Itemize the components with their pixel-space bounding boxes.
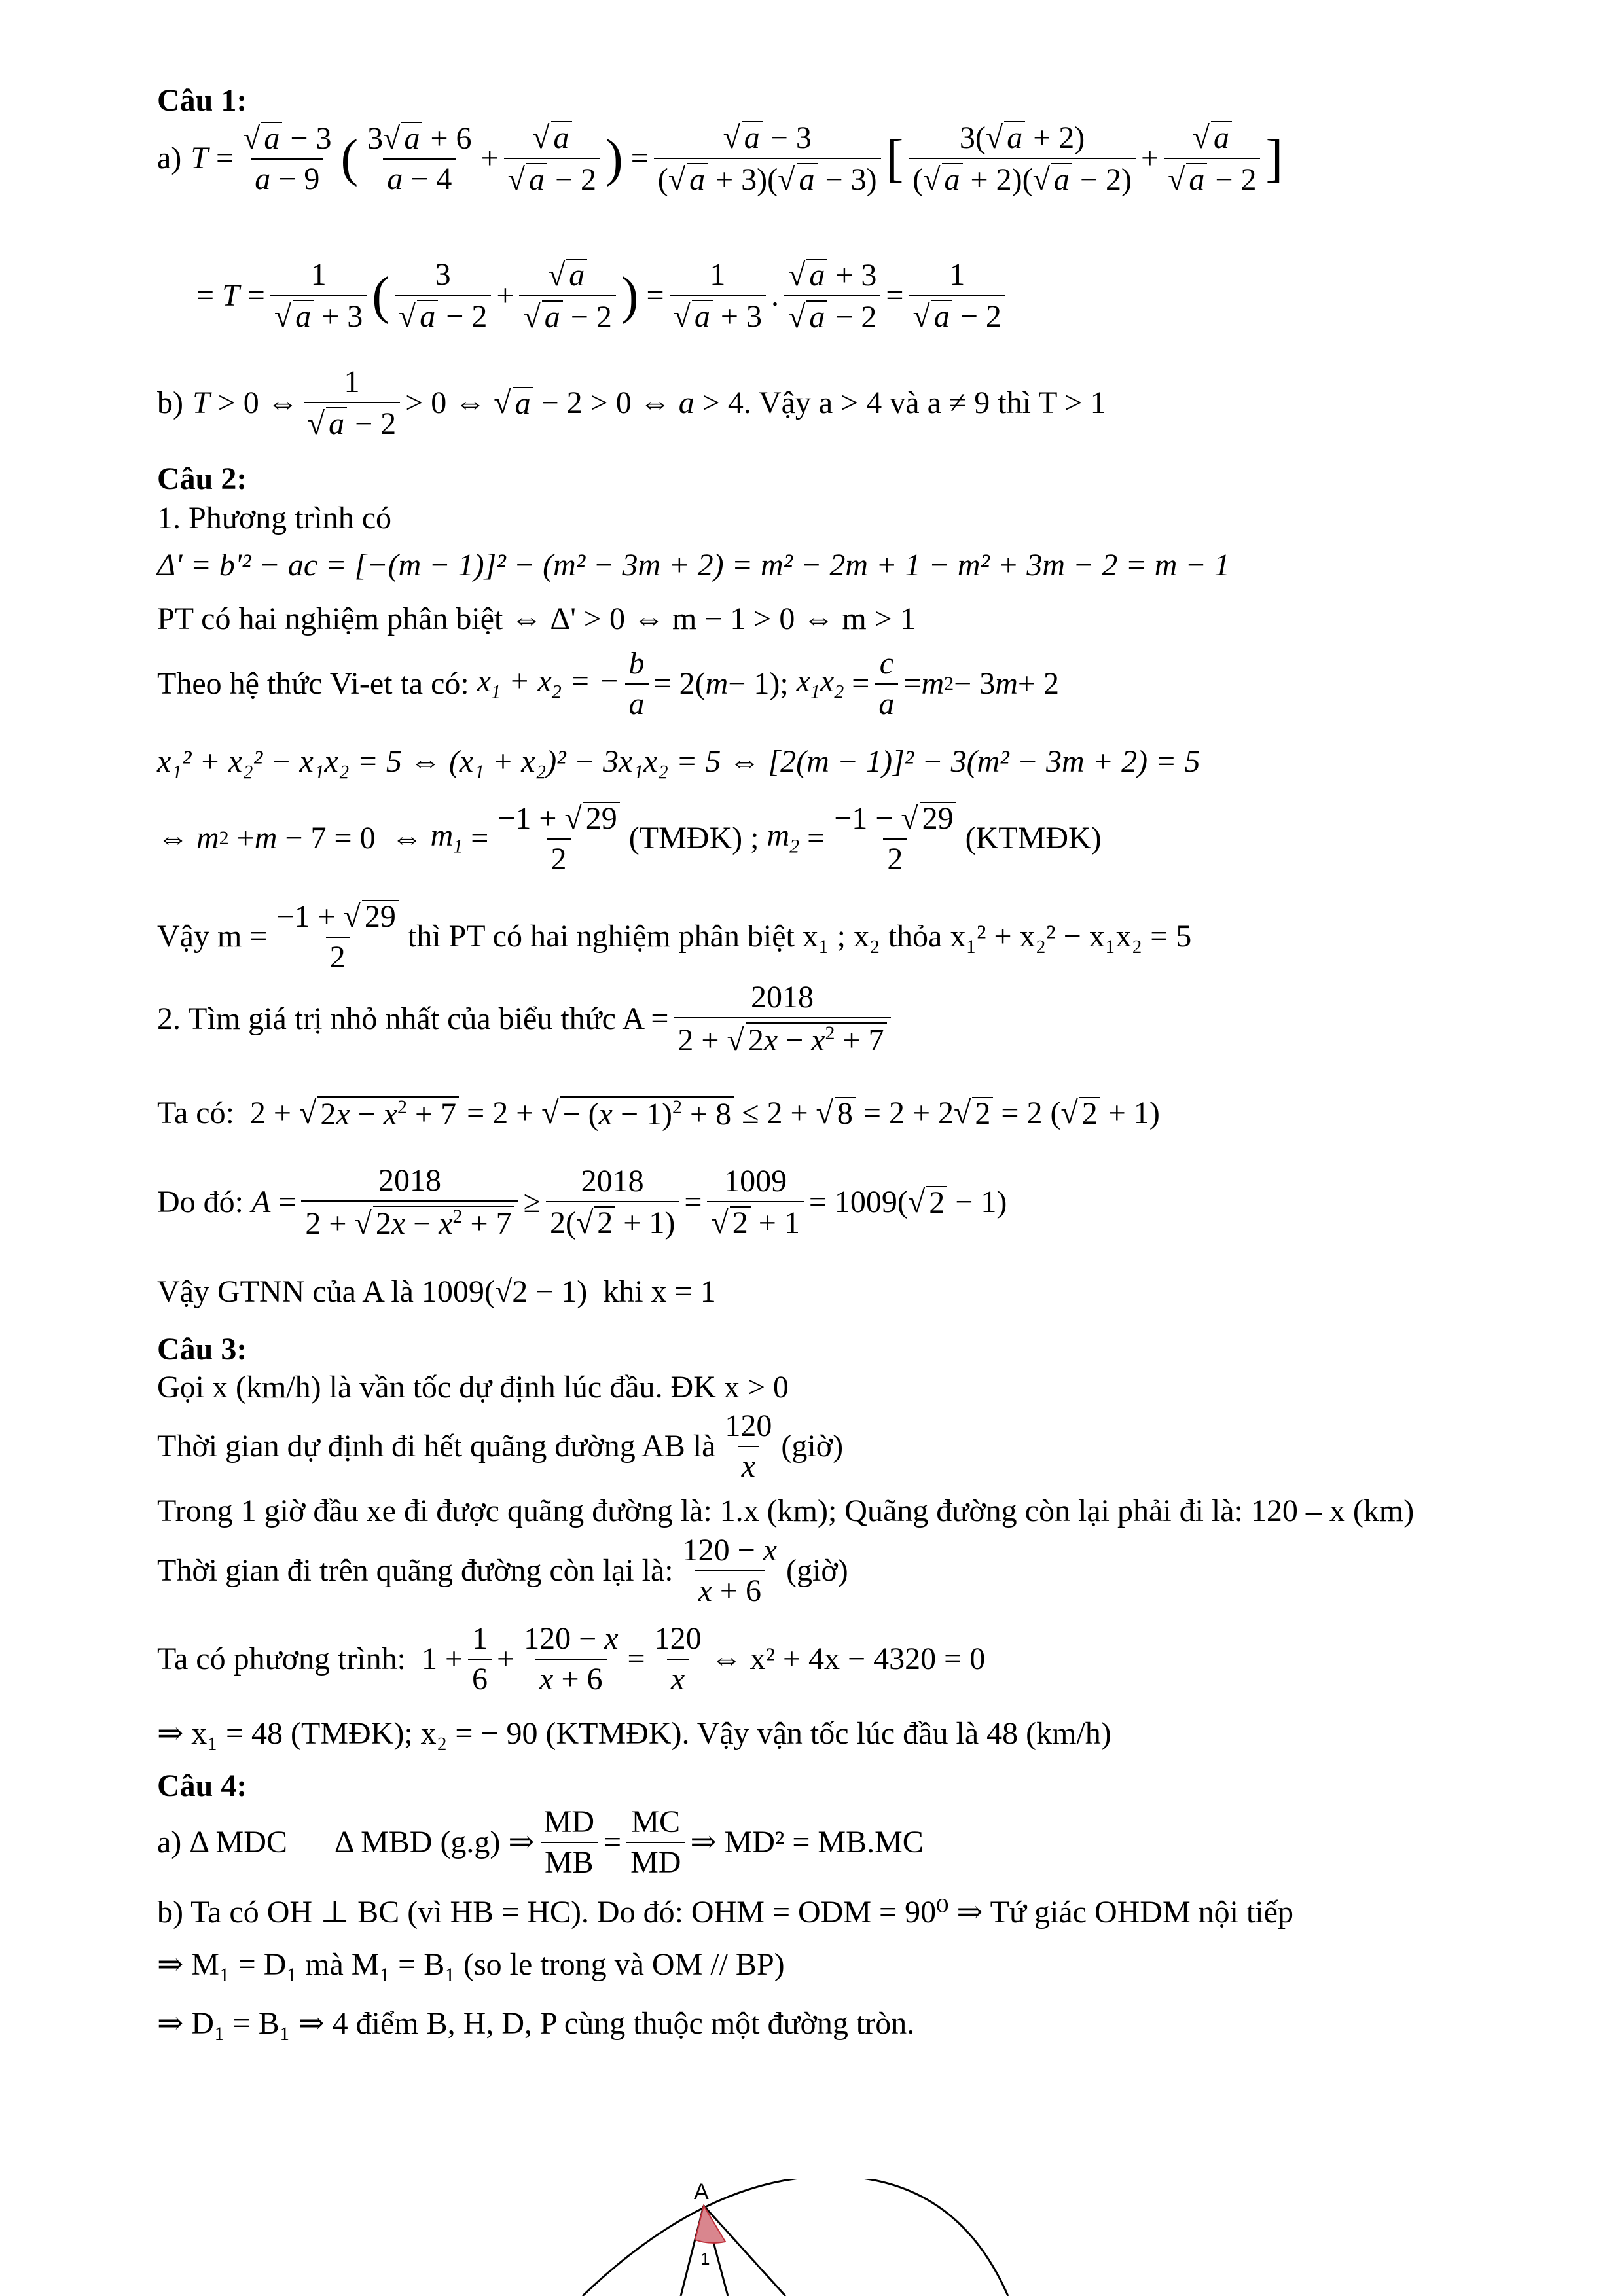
q2-gtnn <box>157 1276 716 1308</box>
q2-intro: 1. Phương trình có <box>157 501 392 535</box>
q4-a-pre: a) Δ MDC Δ MBD (g.g) ⇒ <box>157 1825 535 1859</box>
tmdk-label: (TMĐK) ; <box>628 821 759 855</box>
q4-title: Câu 4: <box>157 1768 247 1803</box>
angle-1-label: 1 <box>700 2249 710 2269</box>
q2-taco: Ta có: 2 + √ $2x - x^2 + 7$ = 2 + √ − $(x - 1)^2 + 8$ ≤ 2 + √ 8 = 2 + 2√ 2 = 2 (√ 2 + 1) <box>157 1096 1160 1132</box>
q4-b1: b) Ta có OH ⊥ BC (vì HB = HC). Do đó: OHM = ODM = 90⁰ ⇒ Tứ giác OHDM nội tiếp <box>157 1895 1293 1929</box>
q1b-line: b) T > 0 ⇔ $\frac{1}{√ a - 2}$ > 0 ⇔ √ a − 2 > 0 ⇔ a > 4 . Vậy a > 4 và a ≠ 9 thì T > 1 <box>157 365 1106 441</box>
q1a-line: a) T = $\frac{√ a - 3}{a - 9}$ ( $\frac{3√ a + 6}{a - 4}$ + $\frac{√ a}{√ a - 2}$ ) = $\frac{√ a - 3}{(√ a + 3)(√ a - 3)}$ [ $\frac{3(√ a + 2)}{(√ a + 2)(√ a - 2)}$ + $\frac{√ a}{√ a - 2}$ ] <box>157 120 1284 197</box>
gio-label-2: (giờ) <box>786 1553 848 1588</box>
q3-l5-text: Ta có phương trình: <box>157 1641 406 1676</box>
gtnn-pre: Vậy GTNN của A là 1009(√2 − 1) <box>157 1274 588 1309</box>
q3-l3: Trong 1 giờ đầu xe đi được quãng đường là: 1.x (km); Quãng đường còn lại phải đi là: 120 – x (km) <box>157 1494 1415 1528</box>
q4-a-post: ⇒ MD² = MB.MC <box>690 1825 924 1859</box>
q4-a: a) Δ MDC Δ MBD (g.g) ⇒ $\frac{MD}{MB}$ = $\frac{MC}{MD}$ ⇒ MD² = MB.MC <box>157 1804 924 1880</box>
ktmdk-label: (KTMĐK) <box>965 821 1102 855</box>
q1-title: Câu 1: <box>157 83 247 118</box>
q1b-label: b) <box>157 386 183 420</box>
vay-pre: Vậy m = <box>157 919 268 954</box>
q3-l5-post: ⇔ x² + 4x − 4320 = 0 <box>710 1641 986 1676</box>
q3-l5: Ta có phương trình: 1 + $\frac{1}{6}$ + $\frac{120 - x}{x + 6}$ = $\frac{120}{x}$ ⇔ x² + 4x − 4320 = 0 <box>157 1621 986 1696</box>
q4-b3: ⇒ D₁ = B₁ ⇒ 4 điểm B, H, D, P cùng thuộc một đường tròn. <box>157 2006 915 2041</box>
q3-title: Câu 3: <box>157 1332 247 1367</box>
geometry-figure <box>556 2179 1015 2296</box>
gtnn-post: khi x = 1 <box>603 1274 716 1309</box>
q3-l2-text: Thời gian dự định đi hết quãng đường AB là <box>157 1429 716 1463</box>
q4-b2: ⇒ M₁ = D₁ mà M₁ = B₁ (so le trong và OM // BP) <box>157 1947 785 1982</box>
q2-distinct: PT có hai nghiệm phân biệt ⇔ Δ' > 0 ⇔ m − 1 > 0 ⇔ m > 1 <box>157 601 916 636</box>
q1a-line2: = T = $\frac{1}{√ a + 3}$ ( $\frac{3}{√ a - 2}$ + $\frac{√ a}{√ a - 2}$ ) = $\frac{1}{√ a + 3}$ . $\frac{√ a + 3}{√ a - 2}$ = $\frac{1}{√ a - 2}$ <box>196 259 1011 333</box>
q2-roots: ⇔ m 2 + m − 7 = 0 ⇔ $m_1$ = $\frac{-1 + √ 29}{2}$ (TMĐK) ; $m_2$ = $\frac{-1 - √ 29}{2}$ (KTMĐK) <box>157 801 1102 876</box>
circle-arc <box>583 2179 1008 2296</box>
q2-sum-eq: x₁² + x₂² − x₁x₂ = 5 ⇔ (x₁ + x₂)² − 3x₁x₂ = 5 ⇔ [2(m − 1)]² − 3(m² − 3m + 2) = 5 <box>157 744 1200 779</box>
q3-l4: Thời gian đi trên quãng đường còn lại là: $\frac{120 - x}{x + 6}$ (giờ) <box>157 1533 848 1608</box>
q1a-label: a) <box>157 141 182 175</box>
q2-part2: 2. Tìm giá trị nhỏ nhất của biểu thức A = $\frac{2018}{2 + √ 2x - x^2 + 7}$ <box>157 982 896 1056</box>
part2-intro: 2. Tìm giá trị nhỏ nhất của biểu thức A = <box>157 1001 669 1036</box>
q2-vay: Vậy m = $\frac{-1 + √ 29}{2}$ thì PT có hai nghiệm phân biệt x₁ ; x₂ thỏa x₁² + x₂² − x₁x₂ = 5 <box>157 899 1192 975</box>
point-a-label: A <box>694 2179 709 2204</box>
q2-delta: Δ' = b'² − ac = [−(m − 1)]² − (m² − 3m + 2) = m² − 2m + 1 − m² + 3m − 2 = m − 1 <box>157 548 1230 583</box>
q2-dodo: Do đó: A = $\frac{2018}{2 + √ 2x - x^2 + 7}$ ≥ $\frac{2018}{2(√ 2 + 1)}$ = $\frac{1009}{√ 2 + 1}$ = 1009(√ 2 − 1) <box>157 1163 1007 1241</box>
gio-label-1: (giờ) <box>781 1429 844 1463</box>
q2-title: Câu 2: <box>157 461 247 496</box>
vieta-intro: Theo hệ thức Vi-et ta có: <box>157 666 469 701</box>
q3-l1: Gọi x (km/h) là vần tốc dự định lúc đầu. ĐK x > 0 <box>157 1370 789 1405</box>
q2-vieta: Theo hệ thức Vi-et ta có: $x_1 + x_2$ = − $\frac{b}{a}$ = 2( m − 1); $x_1x_2$ = $\frac{c}{a}$ = m 2 − 3 m + 2 <box>157 646 1059 721</box>
vay-post: thì PT có hai nghiệm phân biệt x₁ ; x₂ thỏa x₁² + x₂² − x₁x₂ = 5 <box>407 919 1192 954</box>
q3-l6: ⇒ x₁ = 48 (TMĐK); x₂ = − 90 (KTMĐK). Vậy vận tốc lúc đầu là 48 (km/h) <box>157 1716 1111 1751</box>
dodo-label: Do đó: <box>157 1185 244 1219</box>
taco-label: Ta có: <box>157 1096 234 1130</box>
q1b-conclusion: . Vậy a > 4 và a ≠ 9 thì T > 1 <box>743 386 1106 420</box>
q3-l2: Thời gian dự định đi hết quãng đường AB là $\frac{120}{x}$ (giờ) <box>157 1408 844 1484</box>
q3-l4-text: Thời gian đi trên quãng đường còn lại là: <box>157 1553 674 1588</box>
